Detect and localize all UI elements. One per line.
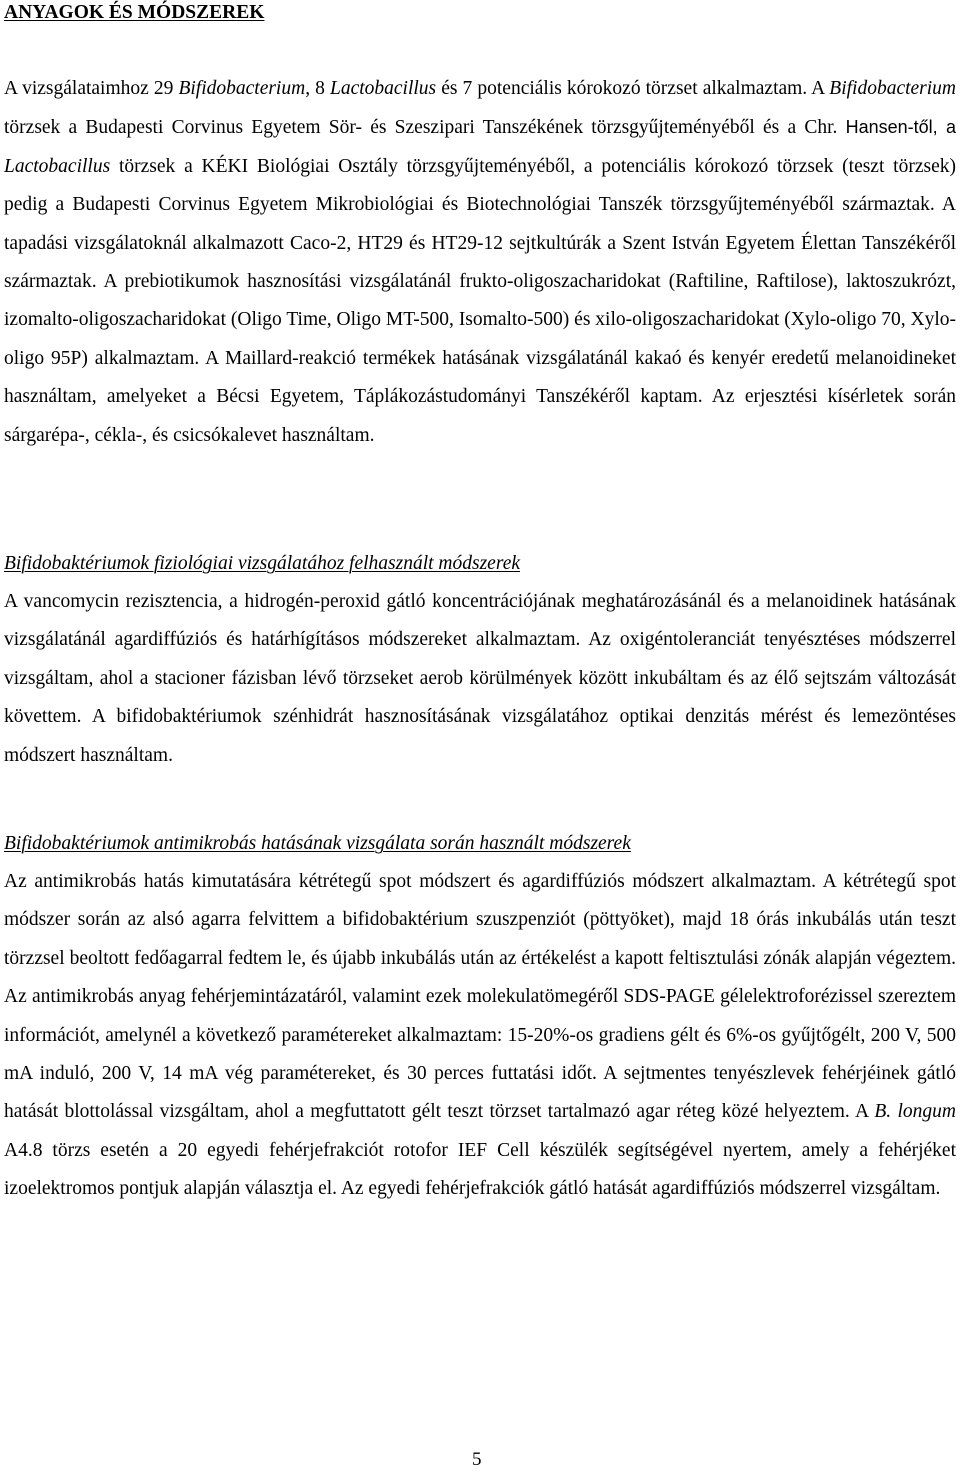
page-number: 5 [472, 1449, 482, 1470]
text-run: törzsek a Budapesti Corvinus Egyetem Sör- és Szeszipari Tanszékének törzsgyűjteményéből és a Chr. [4, 117, 846, 139]
species-name: Lactobacillus [4, 155, 111, 177]
text-run: A tapadási vizsgálatoknál alkalmazott Caco-2, HT29 és HT29-12 sejtkultúrák a Szent István Egyetem Élettan Tanszékéről származtak. A prebiotikumok hasznosítási vizsgálatánál frukto-oligoszacharidokat (Raftiline, Raftilose), laktoszukrózt, izomalto-oligoszacharidokat (Oligo Time, Oligo MT-500, Isomalto-500) és xilo-oligoszacharidokat (Xylo-oligo 70, Xylo-oligo 95P) alkalmaztam. A Maillard-reakció termékek hatásának vizsgálatánál kakaó és kenyér eredetű melanoidineket használtam, amelyeket a Bécsi Egyetem, Táplákozástudományi Tanszékéről kaptam. Az erjesztési kísérletek során sárgarépa-, cékla-, és csicsókalevet használtam. [4, 194, 956, 446]
paragraph-materials [4, 70, 956, 455]
species-name: Bifidobacterium [178, 78, 306, 99]
species-name: Lactobacillus [329, 78, 437, 99]
text-run: törzsek a KÉKI Biológiai Osztály törzsgyűjteményéből, a potenciális kórokozó törzsek (teszt törzsek) pedig a Budapesti Corvinus Egyetem Mikrobiológiai és Biotechnológiai Tanszék törzsgyűjteményéből származtak. [4, 155, 956, 216]
section-heading: ANYAGOK ÉS MÓDSZEREK [4, 2, 265, 23]
species-name: B. longum [874, 1101, 956, 1123]
subheading-physiology: Bifidobaktériumok fiziológiai vizsgálatához felhasznált módszerek [4, 553, 520, 574]
species-name: Bifidobacterium [829, 78, 957, 99]
text-run-sans: Hansen-től, a [845, 117, 957, 138]
text-run: A4.8 törzs esetén a 20 egyedi fehérjefrakciót rotofor IEF Cell készülék segítségével nyertem, amely a fehérjéket izoelektromos pontjuk alapján választja el. Az egyedi fehérjefrakciók gátló hatását agardiffúziós módszerrel vizsgáltam. [4, 1139, 956, 1200]
text-run: , 8 [305, 78, 330, 99]
text-run: A vizsgálataimhoz 29 [4, 78, 179, 99]
paragraph-physiology: A vancomycin rezisztencia, a hidrogén-peroxid gátló koncentrációjának meghatározásánál és a melanoidinek hatásának vizsgálatánál agardiffúziós és határhígításos módszereket alkalmaztam. Az oxigéntoleranciát tenyésztéses módszerrel vizsgáltam, ahol a stacioner fázisban lévő törzseket aerob körülmények között inkubáltam és az élő sejtszám változását követtem. A bifidobaktériumok szénhidrát hasznosításának vizsgálatához optikai denzitás mérést és lemezöntéses módszert használtam. [4, 591, 956, 766]
paragraph-antimicrobial [4, 863, 956, 1209]
subheading-antimicrobial: Bifidobaktériumok antimikrobás hatásának vizsgálata során használt módszerek [4, 833, 631, 854]
text-run: Az antimikrobás hatás kimutatására kétrétegű spot módszert és agardiffúziós módszert alkalmaztam. A kétrétegű spot módszer során az alsó agarra felvittem a bifidobaktérium szuszpenziót (pöttyöket), majd 18 órás inkubálás után teszt törzzsel beoltott fedőagarral fedtem le, és újabb inkubálás után az értékelést a kapott feltisztulási zónák alapján végeztem. Az antimikrobás anyag fehérjemintázatáról, valamint ezek molekulatömegéről SDS-PAGE gélelektroforézissel szereztem információt, amelynél a következő paramétereket alkalmaztam: 15-20%-os gradiens gélt és 6%-os gyűjtőgélt, 200 V, 500 mA induló, 200 V, 14 mA vég paramétereket, és 30 perces futtatási időt. A sejtmentes tenyészlevek fehérjéinek gátló hatását blottolással vizsgáltam, ahol a megfuttatott gélt teszt törzset tartalmazó agar réteg közé helyeztem. A [4, 871, 956, 1123]
text-run: és 7 potenciális kórokozó törzset alkalmaztam. A [436, 78, 830, 99]
